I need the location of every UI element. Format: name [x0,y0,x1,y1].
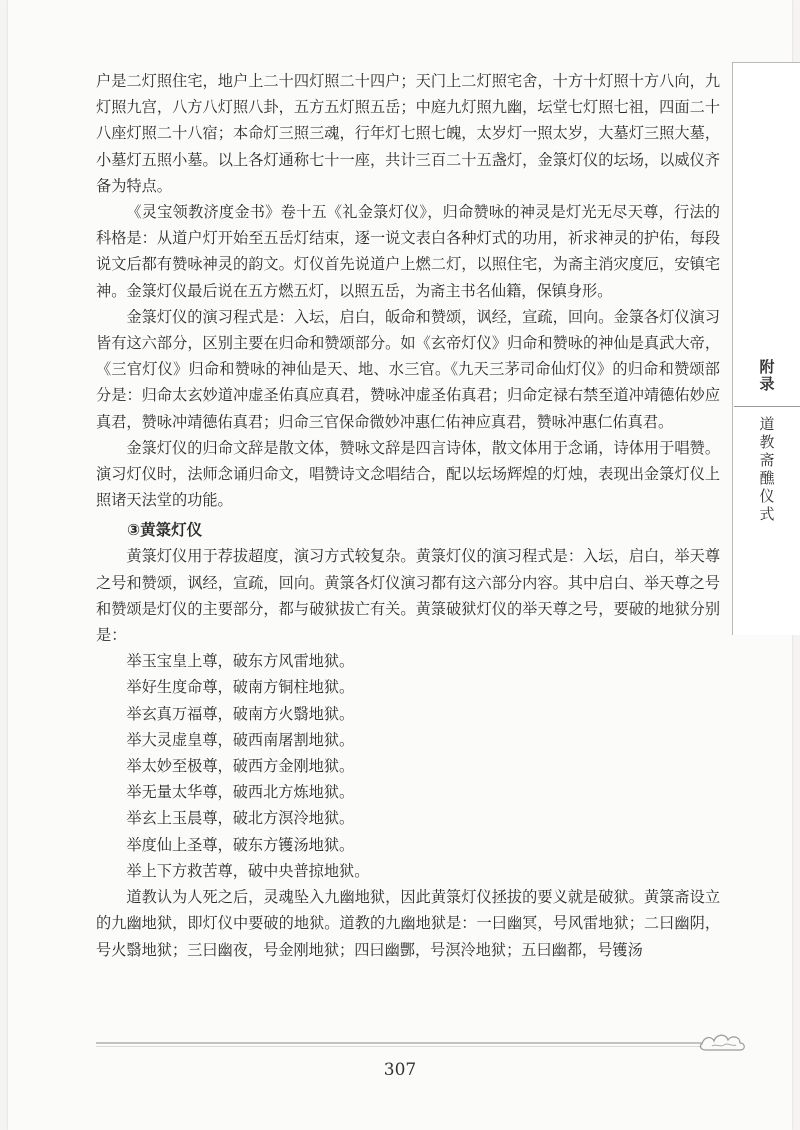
list-item: 举好生度命尊，破南方铜柱地狱。 [126,678,355,697]
list-item: 举玄真万福尊，破南方火翳地狱。 [126,704,355,723]
list-item: 举度仙上圣尊，破东方镬汤地狱。 [126,835,355,854]
footer-rule [96,1042,702,1044]
page-body [96,68,720,963]
paragraph-4: 金箓灯仪的归命文辞是散文体，赞咏文辞是四言诗体，散文体用于念诵，诗体用于唱赞。演习灯仪时，法师念诵归命文，唱赞诗文念唱结合，配以坛场辉煌的灯烛，表现出金箓灯仪上照诸天法堂的功能。 [96,438,720,510]
hell-list [96,648,720,884]
list-item: 举太妙至极尊，破西方金刚地狱。 [126,757,355,776]
list-item: 举无量太华尊，破西北方炼地狱。 [126,783,355,802]
paragraph-2: 《灵宝领教济度金书》卷十五《礼金箓灯仪》，归命赞咏的神灵是灯光无尽天尊，行法的科格是：从道户灯开始至五岳灯结束，逐一说文表白各种灯式的功用，祈求神灵的护佑，每段说文后都有赞咏神灵的韵文。灯仪首先说道户上燃二灯，以照住宅，为斋主消灾度厄，安镇宅神。金箓灯仪最后说在五方燃五灯，以照五岳，为斋主书名仙籍，保镇身形。 [96,203,720,300]
paragraph-1: 户是二灯照住宅，地户上二十四灯照二十四户；天门上二灯照宅舍，十方十灯照十方八向，九灯照九宫，八方八灯照八卦，五方五灯照五岳；中庭九灯照九幽，坛堂七灯照七祖，四面二十八座灯照二十八宿；本命灯三照三魂，行年灯七照七魄，太岁灯一照太岁，大墓灯三照大墓，小墓灯五照小墓。以上各灯通称七十一座，共计三百二十五盏灯，金箓灯仪的坛场，以威仪齐备为特点。 [96,72,720,195]
closing-paragraph: 道教认为人死之后，灵魂坠入九幽地狱，因此黄箓灯仪拯拔的要义就是破狱。黄箓斋设立的九幽地狱，即灯仪中要破的地狱。道教的九幽地狱是：一曰幽冥，号风雷地狱；二曰幽阴，号火翳地狱；三曰幽夜，号金刚地狱；四曰幽酆，号溟泠地狱；五曰幽都，号镬汤 [96,888,720,959]
section-heading: ③黄箓灯仪 [127,521,203,540]
sidebar-section-tab [734,346,800,407]
page-number: 307 [383,1060,417,1080]
sidebar-subsection-label: 道教斋醮仪式 [757,416,776,524]
list-item: 举上下方救苦尊，破中央普掠地狱。 [126,861,370,880]
list-item: 举玉宝皇上尊，破东方风雷地狱。 [126,652,355,671]
list-item: 举玄上玉晨尊，破北方溟泠地狱。 [126,809,355,828]
paragraph-3: 金箓灯仪的演习程式是：入坛，启白，皈命和赞颂，讽经，宣疏，回向。金箓各灯仪演习皆有这六部分，区别主要在归命和赞颂部分。如《玄帝灯仪》归命和赞咏的神仙是真武大帝，《三官灯仪》归命和赞咏的神仙是天、地、水三官。《九天三茅司命仙灯仪》的归命和赞颂部分是：归命太玄妙道冲虚圣佑真应真君，赞咏冲虚圣佑真君；归命定禄右禁至道冲靖德佑妙应真君，赞咏冲靖德佑真君；归命三官保命微妙冲惠仁佑神应真君，赞咏冲惠仁佑真君。 [96,307,720,431]
sidebar-subsection-tab [734,412,800,546]
paragraph-after-heading: 黄箓灯仪用于荐拔超度，演习方式较复杂。黄箓灯仪的演习程式是：入坛，启白，举天尊之号和赞颂，讽经，宣疏，回向。黄箓各灯仪演习都有这六部分内容。其中启白、举天尊之号和赞颂是灯仪的主要部分，都与破狱拔亡有关。黄箓破狱灯仪的举天尊之号，要破的地狱分别是： [96,547,720,645]
sidebar-section-label: 附录 [757,359,776,393]
footer-rule-thin [96,1046,702,1047]
cloud-ornament-icon [698,1024,748,1054]
list-item: 举大灵虚皇尊，破西南屠割地狱。 [126,730,355,749]
